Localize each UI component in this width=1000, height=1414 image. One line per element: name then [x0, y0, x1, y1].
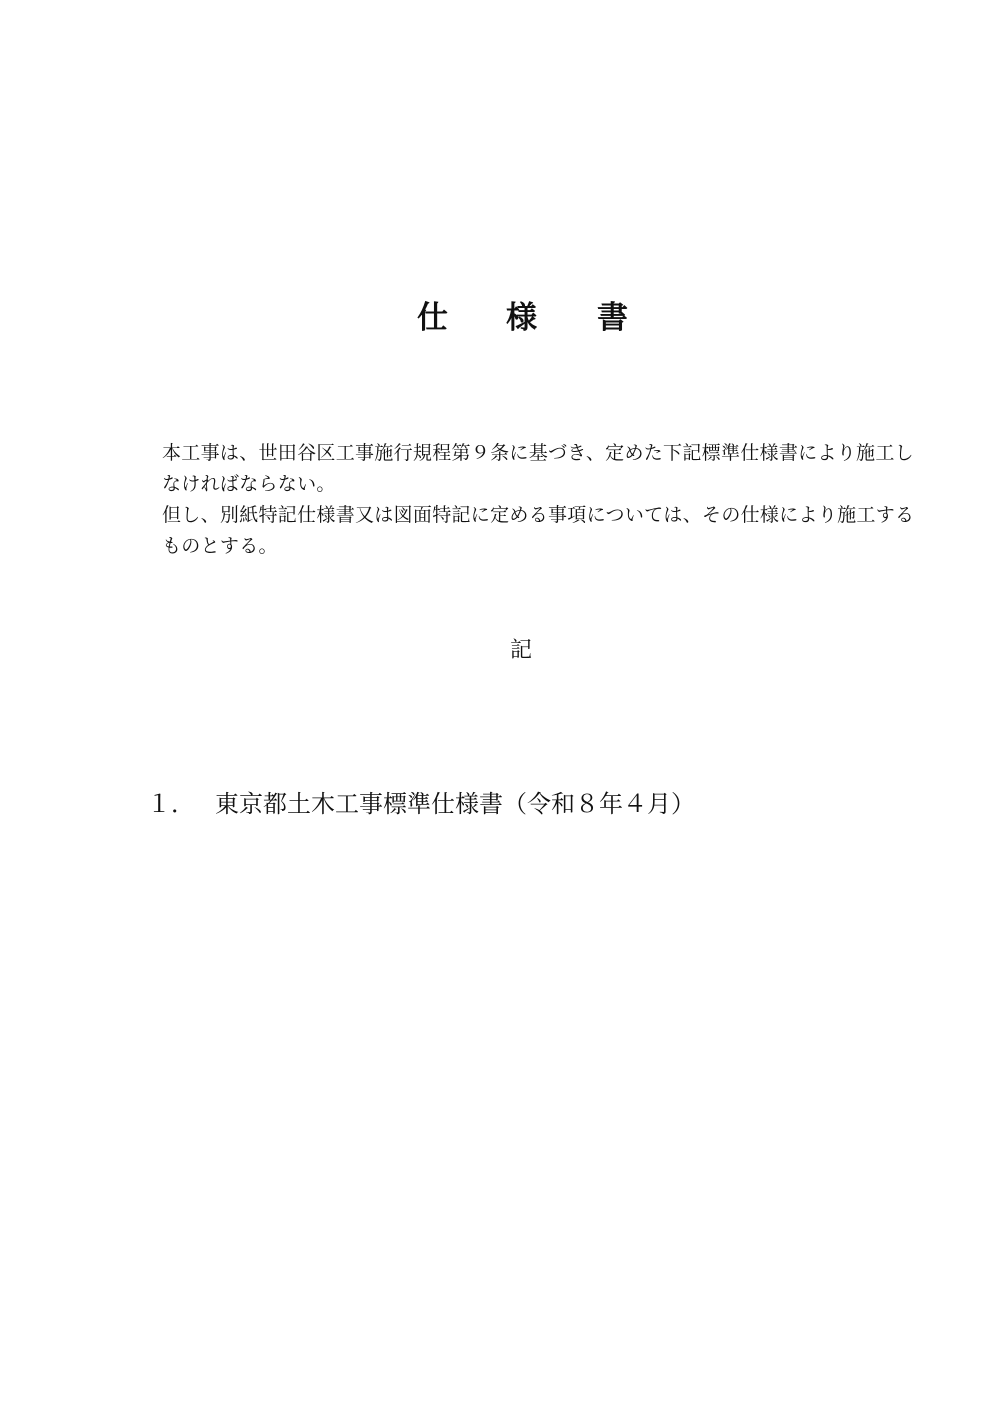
page-title [0, 296, 1000, 346]
list-item [147, 786, 695, 822]
title-char-2: 様 [506, 300, 537, 336]
list-item-text: 東京都土木工事標準仕様書（令和８年４月） [215, 790, 695, 818]
paragraph-2: 但し、別紙特記仕様書又は図面特記に定める事項については、その仕様により施工するものとする。 [162, 504, 915, 557]
paragraph-1: 本工事は、世田谷区工事施行規程第９条に基づき、定めた下記標準仕様書により施工しなければならない。 [162, 442, 914, 495]
title-char-1: 仕 [417, 300, 448, 336]
ki-heading: 記 [510, 638, 533, 663]
list-item-number: １． [147, 790, 195, 818]
title-char-3: 書 [597, 300, 628, 336]
